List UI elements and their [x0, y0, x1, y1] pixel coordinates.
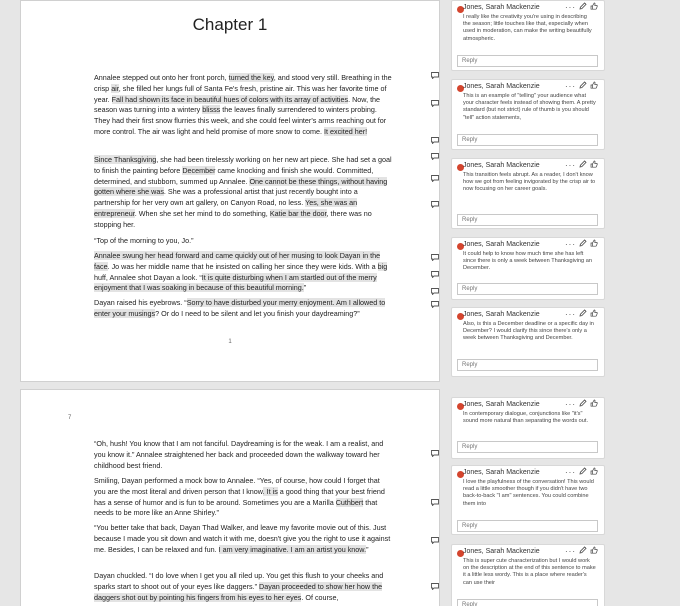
text-run: . Now, the season was turning into a wintery [94, 94, 381, 115]
comment-marker-icon[interactable] [431, 100, 439, 107]
like-icon[interactable] [590, 160, 598, 170]
comment-actions [565, 399, 598, 409]
commented-text[interactable]: . It is [262, 486, 278, 496]
comment-author: Jones, Sarah Mackenzie [463, 83, 540, 90]
reply-input[interactable]: Reply [457, 283, 598, 295]
edit-icon[interactable] [579, 2, 587, 12]
comment-card[interactable] [451, 544, 605, 606]
commented-text[interactable]: It excited her! [323, 126, 368, 136]
text-run: , there was no stopping her. [94, 208, 372, 229]
document-page-1[interactable] [20, 0, 440, 382]
paragraph[interactable] [94, 298, 392, 320]
paragraph[interactable] [94, 476, 392, 519]
comment-card[interactable] [451, 397, 605, 459]
comment-actions [565, 81, 598, 91]
comment-card[interactable] [451, 465, 605, 535]
comment-marker-icon[interactable] [431, 288, 439, 295]
like-icon[interactable] [590, 2, 598, 12]
text-run: Annalee stepped out onto her front porch, [94, 73, 229, 82]
paragraph[interactable] [94, 73, 392, 138]
more-options-icon[interactable]: ··· [565, 467, 576, 477]
text-run: . Of course, [301, 592, 339, 602]
comment-actions [565, 2, 598, 12]
comment-text: I really like the creativity you're using in describing the season; little touches like that, especially when used in moderation, can make the writing beautifully atmospheric. [463, 14, 592, 42]
comment-marker-icon[interactable] [431, 499, 439, 506]
more-options-icon[interactable]: ··· [565, 309, 576, 319]
edit-icon[interactable] [579, 81, 587, 91]
reply-input[interactable]: Reply [457, 441, 598, 453]
paragraph[interactable] [94, 439, 392, 471]
comment-actions [565, 467, 598, 477]
comment-marker-icon[interactable] [431, 175, 439, 182]
commented-text[interactable]: Sorry to have disturbed your merry enjoyment. Am I allowed to enter your [94, 298, 386, 318]
text-run: “Oh, hush! You know that I am not fanciful. Daydreaming is for the weak. I am a realist, and you know it.” Annalee straightened her back and proceeded down the walkway toward her childhood best friend. [94, 439, 384, 470]
commented-text[interactable]: I am very imaginative. I am an artist you know. [218, 544, 367, 554]
commented-text[interactable]: Since Thanksgiving [94, 155, 157, 164]
commented-text[interactable]: blisss [202, 105, 221, 115]
comment-actions [565, 239, 598, 249]
comment-author: Jones, Sarah Mackenzie [463, 469, 540, 476]
paragraph[interactable] [94, 571, 392, 603]
comment-marker-icon[interactable] [431, 254, 439, 261]
text-run: , and stood very still. Breathing in the crisp [94, 73, 392, 93]
like-icon[interactable] [590, 399, 598, 409]
comment-card[interactable] [451, 307, 605, 377]
text-run: Dayan chuckled. “I do love when I get you all riled up. You get this flush to your cheeks and sparks start to shoot out of your eyes like daggers.” [94, 571, 384, 591]
paragraph[interactable] [94, 236, 392, 247]
like-icon[interactable] [590, 467, 598, 477]
commented-text[interactable]: Fall had shown its face in beautiful hues of colors with its array of activities [111, 94, 349, 104]
commented-text[interactable]: Dayan proceeded to show her how the daggers shot out by pointing his fingers from his eyes to her eyes [94, 581, 383, 602]
reply-input[interactable]: Reply [457, 214, 598, 226]
comment-author: Jones, Sarah Mackenzie [463, 241, 540, 248]
comment-actions [565, 546, 598, 556]
commented-text[interactable]: air [111, 83, 119, 93]
comment-text: This transition feels abrupt. As a reader, I don't know how we got from feeling invigorated by the crisp air to now focusing on her career goals. [463, 172, 596, 193]
chapter-title[interactable]: Chapter 1 [192, 15, 268, 34]
comment-marker-icon[interactable] [431, 450, 439, 457]
commented-text[interactable]: big [377, 261, 388, 271]
paragraph[interactable] [94, 251, 392, 294]
text-run: that needs to be more like an Anne Shirley.” [94, 497, 378, 518]
edit-icon[interactable] [579, 399, 587, 409]
comment-marker-icon[interactable] [431, 301, 439, 308]
comment-author: Jones, Sarah Mackenzie [463, 162, 540, 169]
commented-text[interactable]: Yes, she was an entrepreneur [94, 198, 358, 218]
comment-text: It could help to know how much time she has left since there is only a week between Thanksgiving an December. [463, 251, 592, 272]
comment-marker-icon[interactable] [431, 271, 439, 278]
commented-text[interactable]: musings [128, 308, 156, 318]
edit-icon[interactable] [579, 546, 587, 556]
reply-input[interactable]: Reply [457, 134, 598, 146]
comment-text: In contemporary dialogue, conjunctions like "it's" sound more natural than separating the words out. [463, 411, 589, 425]
edit-icon[interactable] [579, 467, 587, 477]
text-run: , she had been tirelessly working on her new art piece. She had set a goal to finish the painting before [94, 155, 392, 175]
like-icon[interactable] [590, 239, 598, 249]
comment-marker-icon[interactable] [431, 537, 439, 544]
reply-input[interactable]: Reply [457, 599, 598, 606]
comment-card[interactable] [451, 237, 605, 300]
comment-text: I love the playfulness of the conversation! This would read a little smoother though if you didn't have two back-to-back "I am" sentences. You could combine them into [463, 479, 594, 507]
comment-author: Jones, Sarah Mackenzie [463, 548, 540, 555]
comment-card[interactable] [451, 158, 605, 229]
more-options-icon[interactable]: ··· [565, 160, 576, 170]
text-run: “Top of the morning to you, Jo.” [94, 236, 194, 245]
comment-actions [565, 309, 598, 319]
text-run: ” [303, 283, 307, 293]
text-run: a good thing that your best friend has a sense of humor and is fun to be around. Sometimes you are a Marilla [94, 486, 385, 507]
more-options-icon[interactable]: ··· [565, 546, 576, 556]
comment-text: Also, is this a December deadline or a specific day in December? I would clarify this since there's only a week between Thanksgiving and December. [463, 321, 594, 342]
comment-marker-icon[interactable] [431, 201, 439, 208]
comment-actions [565, 160, 598, 170]
text-run: came knocking and finish she would. Committed, determined, and stubborn, summed up Annalee. [94, 165, 374, 186]
more-options-icon[interactable]: ··· [565, 399, 576, 409]
comment-card[interactable] [451, 0, 605, 71]
page-mark: 7 [68, 415, 72, 421]
comment-author: Jones, Sarah Mackenzie [463, 401, 540, 408]
document-page-2[interactable] [20, 389, 440, 606]
comment-marker-icon[interactable] [431, 583, 439, 590]
reply-input[interactable]: Reply [457, 359, 598, 371]
edit-icon[interactable] [579, 239, 587, 249]
comment-author: Jones, Sarah Mackenzie [463, 4, 540, 11]
comment-marker-icon[interactable] [431, 72, 439, 79]
more-options-icon[interactable]: ··· [565, 239, 576, 249]
page-number: 1 [228, 339, 232, 345]
text-run: , she filled her lungs full of Santa Fe's fresh, pristine air. This was her favorite time of year. [94, 83, 387, 104]
comment-author: Jones, Sarah Mackenzie [463, 311, 540, 318]
comment-text: This is an example of "telling" your audience what your character feels instead of showing them. A pretty standard (but not strict) rule of thumb is you should "tell" action statements, [463, 93, 596, 121]
commented-text[interactable]: One cannot be these things, without having gotten where she was [94, 176, 388, 197]
commented-text[interactable]: Cuthbert [335, 497, 364, 507]
like-icon[interactable] [590, 546, 598, 556]
paragraph[interactable] [94, 155, 392, 231]
like-icon[interactable] [590, 309, 598, 319]
edit-icon[interactable] [579, 309, 587, 319]
text-run: ? Or do I need to be silent and let you finish your daydreaming?” [155, 308, 360, 318]
commented-text[interactable]: December [182, 165, 216, 175]
text-run: huff, Annalee shot Dayan a look. “ [94, 272, 202, 282]
commented-text[interactable]: It is quite disturbing when I am startled out of the merry enjoyment that I was soaking in because of this beautiful morning. [94, 272, 377, 293]
reply-input[interactable]: Reply [457, 520, 598, 532]
commented-text[interactable]: Katie bar the door [269, 208, 327, 218]
comment-marker-icon[interactable] [431, 153, 439, 160]
text-run: . Jo was her middle name that he insisted on calling her since they were kids. With a [107, 261, 378, 271]
reply-input[interactable]: Reply [457, 55, 598, 67]
more-options-icon[interactable]: ··· [565, 2, 576, 12]
more-options-icon[interactable]: ··· [565, 81, 576, 91]
commented-text[interactable]: turned the key [228, 73, 274, 82]
comment-card[interactable] [451, 79, 605, 150]
like-icon[interactable] [590, 81, 598, 91]
text-run: . She was a professional artist that just recently bought into a partnership for her very own art gallery, on Canyon Road, no less. [94, 187, 358, 208]
comment-marker-icon[interactable] [431, 137, 439, 144]
text-run: Smiling, Dayan performed a mock bow to Annalee. “Yes, of course, how could I forget that you are the most literal and driven person that I know [94, 476, 380, 496]
text-run: Dayan raised his eyebrows. “ [94, 298, 187, 307]
commented-text[interactable]: Annalee swung her head forward and came quickly out of her musing to look Dayan in the face [94, 251, 381, 271]
text-run: . When she set her mind to do something, [134, 208, 270, 218]
edit-icon[interactable] [579, 160, 587, 170]
comment-text: This is super cute characterization but I would work on the description at the end of this sentence to make it a little less wordy. This is a place where reader's can use their [463, 558, 596, 586]
text-run: ” [366, 544, 369, 554]
text-run: the leaves finally surrendered to winters probing. They had their first snow flurries this week, and she could feel winter's arms reaching out for more control. The air was light and held promise of more snow to come. [94, 105, 387, 136]
text-run: “You better take that back, Dayan Thad Walker, and leave my favorite movie out of this. Just because I made you sit down and watch it with me, doesn't give you the right to use it against me. Besides, I can be relaxed and fun. [94, 523, 391, 554]
paragraph[interactable] [94, 523, 392, 555]
